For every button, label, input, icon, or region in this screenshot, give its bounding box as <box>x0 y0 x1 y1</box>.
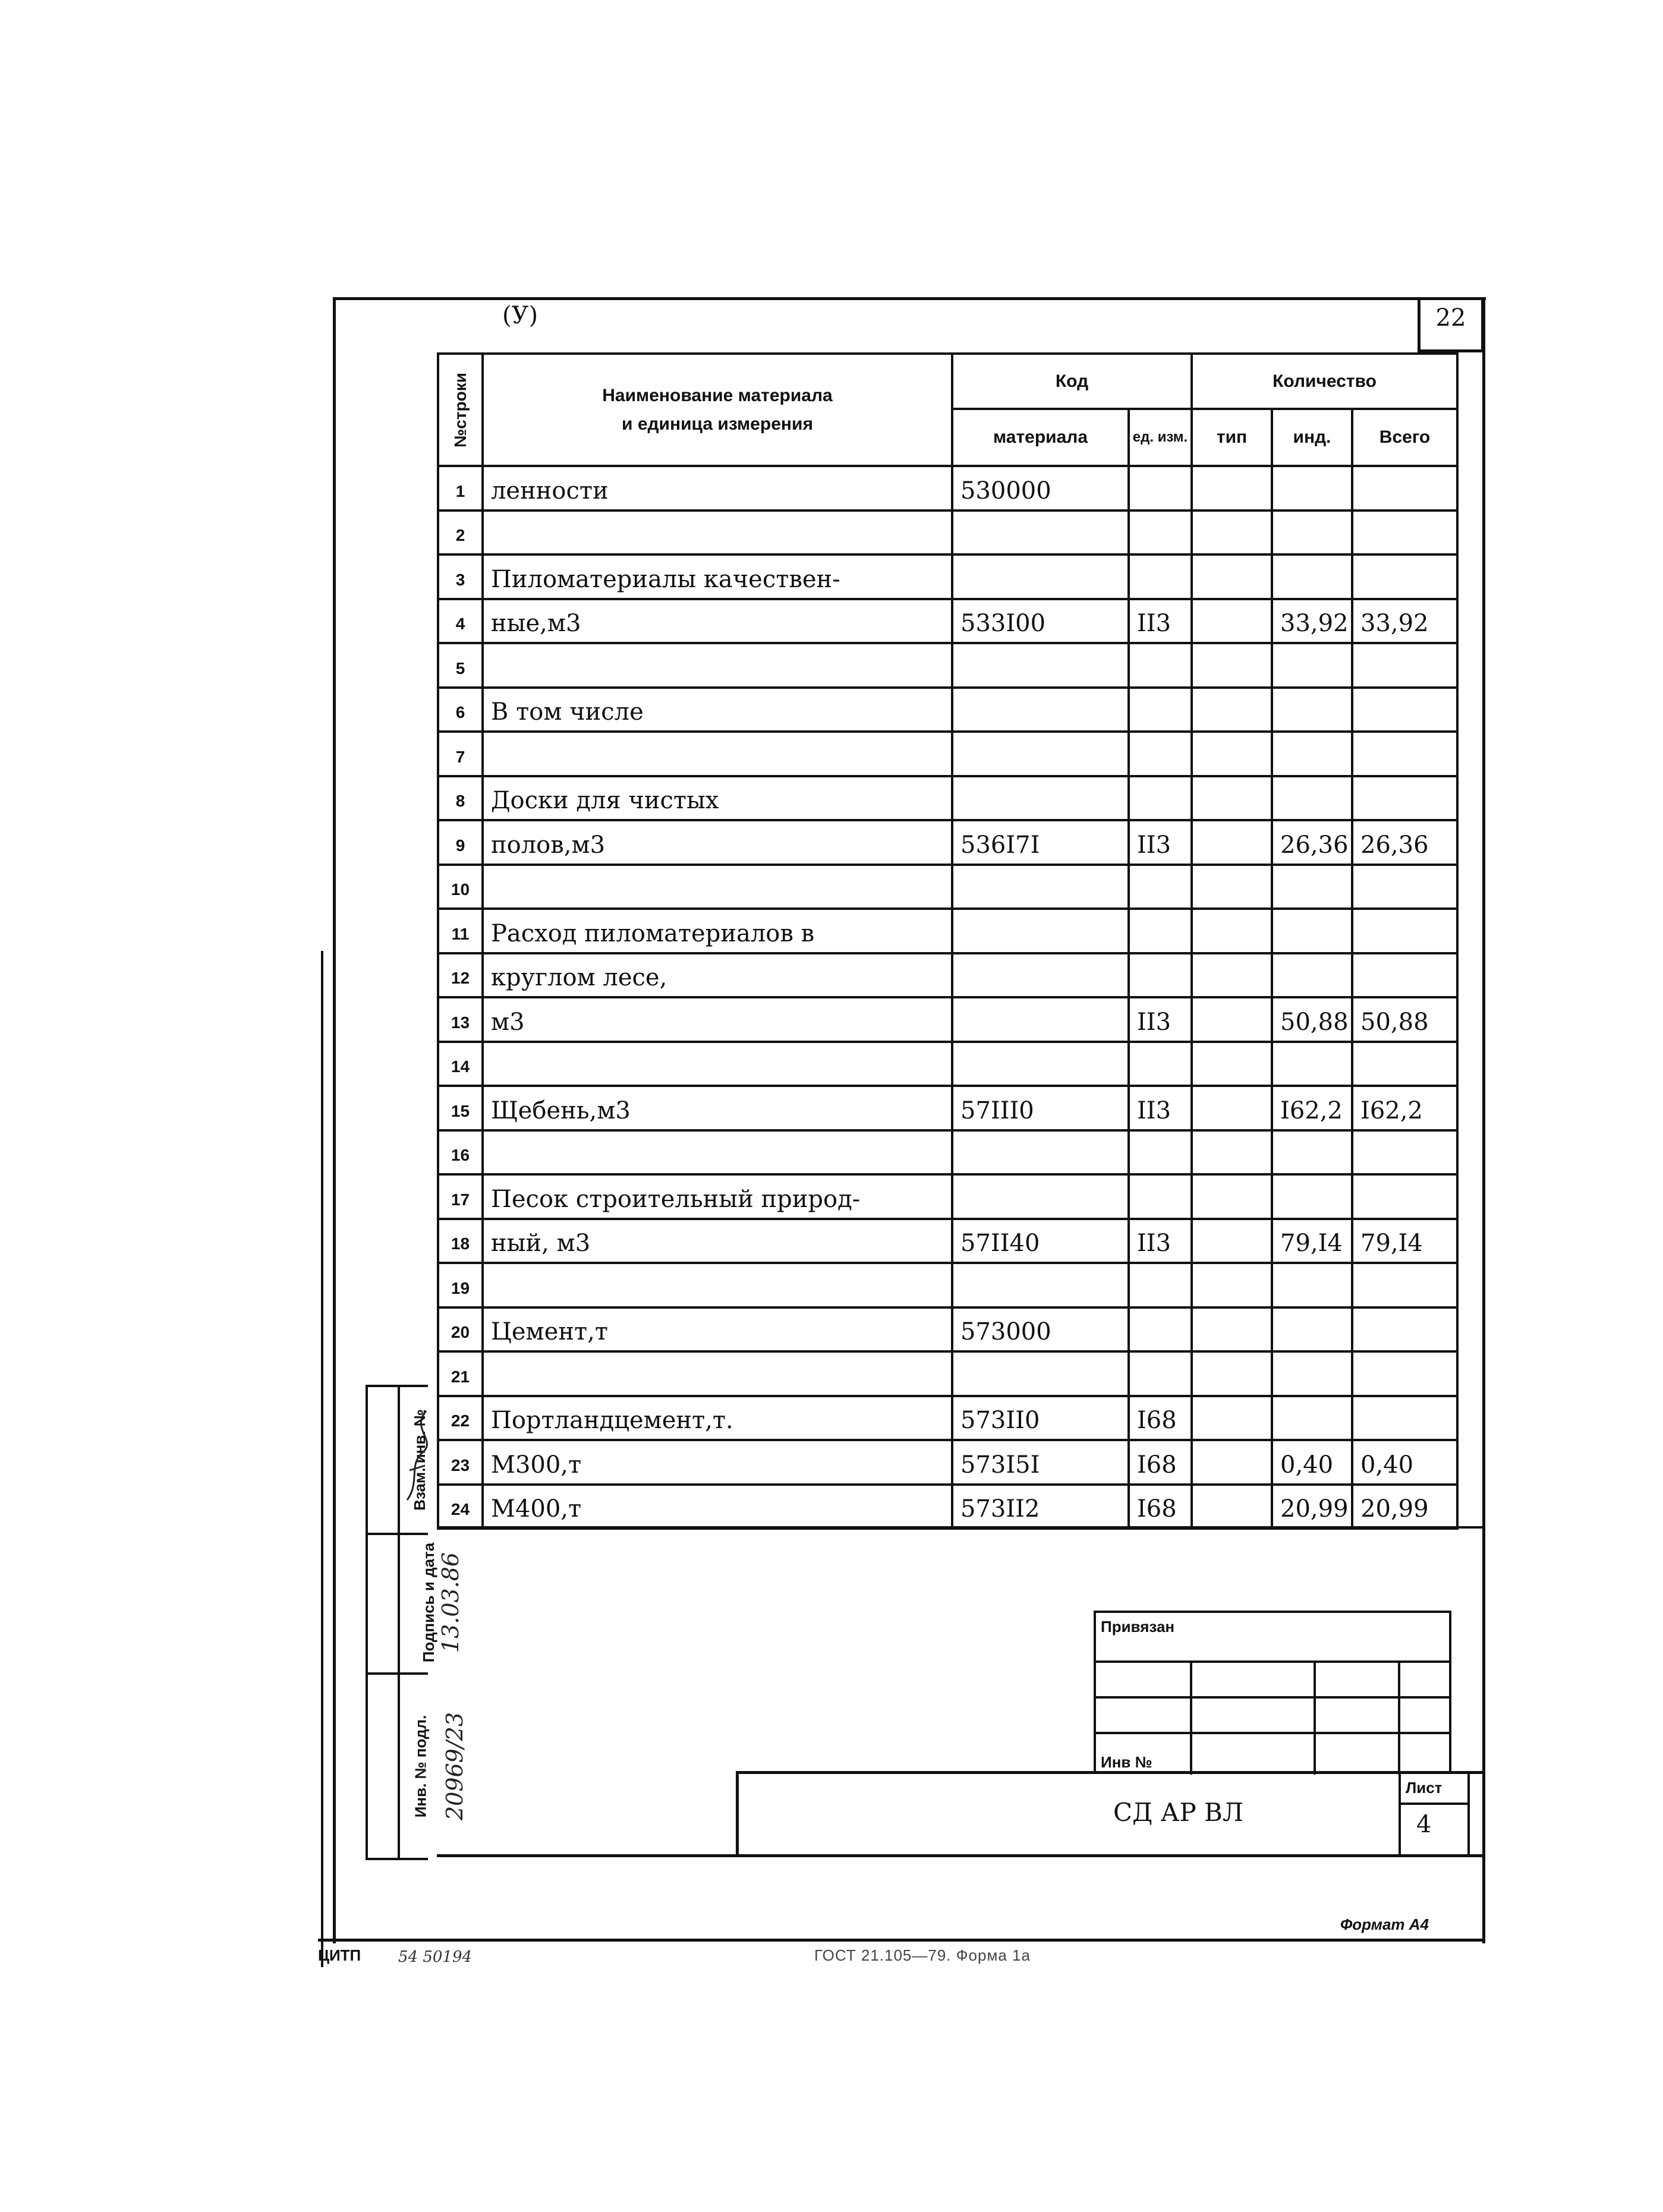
material-name: Портландцемент,т. <box>483 1396 952 1441</box>
qty-ind <box>1272 1263 1352 1307</box>
document-code-label: (У) <box>502 302 538 329</box>
table-row <box>438 1485 1457 1529</box>
table-row <box>438 599 1457 644</box>
frame-binding-border <box>321 951 323 1967</box>
qty-type <box>1192 1396 1272 1441</box>
row-number: 10 <box>438 865 483 909</box>
qty-ind <box>1272 1042 1352 1086</box>
table-row <box>438 1086 1457 1130</box>
qty-total <box>1352 511 1457 555</box>
qty-ind <box>1272 554 1352 599</box>
material-code <box>952 643 1129 688</box>
qty-ind: 20,99 <box>1272 1485 1352 1529</box>
qty-total <box>1352 643 1457 688</box>
material-name <box>483 865 952 909</box>
material-name: ный, м3 <box>483 1219 952 1263</box>
label-sign-date: Подпись и дата <box>420 1542 438 1663</box>
qty-total: 20,99 <box>1352 1485 1457 1529</box>
binding-inv-label: Инв № <box>1101 1753 1152 1771</box>
header-qty-total: Всего <box>1352 409 1457 466</box>
unit-code <box>1129 643 1192 688</box>
material-name <box>483 643 952 688</box>
material-code: 530000 <box>952 466 1129 511</box>
material-name: ные,м3 <box>483 599 952 644</box>
qty-total: 79,I4 <box>1352 1219 1457 1263</box>
table-row <box>438 1219 1457 1263</box>
qty-type <box>1192 511 1272 555</box>
material-name <box>483 1042 952 1086</box>
qty-ind <box>1272 1130 1352 1175</box>
table-row <box>438 1396 1457 1441</box>
qty-ind <box>1272 1396 1352 1441</box>
qty-type <box>1192 1130 1272 1175</box>
qty-ind <box>1272 953 1352 998</box>
qty-type <box>1192 1440 1272 1485</box>
table-row <box>438 776 1457 821</box>
row-number: 18 <box>438 1219 483 1263</box>
frame-top-border <box>336 297 1486 300</box>
table-row <box>438 909 1457 953</box>
material-code <box>952 554 1129 599</box>
frame-left-border <box>333 297 336 1943</box>
unit-code: II3 <box>1129 820 1192 865</box>
table-bottom-border <box>437 1526 1484 1529</box>
qty-total <box>1352 776 1457 821</box>
qty-total: I62,2 <box>1352 1086 1457 1130</box>
table-row <box>438 643 1457 688</box>
unit-code: I68 <box>1129 1485 1192 1529</box>
unit-code <box>1129 1263 1192 1307</box>
header-qty-ind: инд. <box>1272 409 1352 466</box>
material-name: М300,т <box>483 1440 952 1485</box>
label-inv-original: Инв. № подл. <box>411 1715 430 1818</box>
footer-order-number: 54 50194 <box>398 1948 473 1966</box>
frame-bottom-border <box>318 1939 1484 1942</box>
qty-type <box>1192 909 1272 953</box>
qty-total: 50,88 <box>1352 997 1457 1042</box>
unit-code <box>1129 1130 1192 1175</box>
unit-code: I68 <box>1129 1440 1192 1485</box>
sheet-number: 4 <box>1416 1811 1432 1838</box>
unit-code <box>1129 865 1192 909</box>
unit-code <box>1129 1042 1192 1086</box>
material-name: полов,м3 <box>483 820 952 865</box>
qty-ind: 50,88 <box>1272 997 1352 1042</box>
material-name: м3 <box>483 997 952 1042</box>
footer-standard: ГОСТ 21.105—79. Форма 1а <box>814 1946 1031 1964</box>
qty-ind <box>1272 1174 1352 1219</box>
qty-type <box>1192 1307 1272 1352</box>
header-code-unit: ед. изм. <box>1129 409 1192 466</box>
header-code-material: материала <box>952 409 1129 466</box>
qty-type <box>1192 953 1272 998</box>
header-quantity-group: Количество <box>1192 354 1457 409</box>
material-name <box>483 1130 952 1175</box>
qty-total: 26,36 <box>1352 820 1457 865</box>
unit-code <box>1129 732 1192 776</box>
qty-total <box>1352 732 1457 776</box>
qty-type <box>1192 820 1272 865</box>
qty-type <box>1192 599 1272 644</box>
unit-code <box>1129 688 1192 732</box>
unit-code <box>1129 554 1192 599</box>
unit-code <box>1129 1351 1192 1396</box>
unit-code <box>1129 776 1192 821</box>
qty-type <box>1192 1086 1272 1130</box>
table-row <box>438 865 1457 909</box>
table-row <box>438 1130 1457 1175</box>
row-number: 17 <box>438 1174 483 1219</box>
qty-type <box>1192 997 1272 1042</box>
table-row <box>438 1440 1457 1485</box>
qty-type <box>1192 776 1272 821</box>
qty-type <box>1192 865 1272 909</box>
unit-code <box>1129 1174 1192 1219</box>
label-replace-inv: Взам. инв. № <box>410 1409 429 1511</box>
frame-right-border <box>1482 297 1485 1943</box>
qty-total <box>1352 1174 1457 1219</box>
qty-ind <box>1272 909 1352 953</box>
row-number: 3 <box>438 554 483 599</box>
material-name: М400,т <box>483 1485 952 1529</box>
qty-total: 33,92 <box>1352 599 1457 644</box>
material-code: 573I5I <box>952 1440 1129 1485</box>
unit-code <box>1129 909 1192 953</box>
material-code <box>952 953 1129 998</box>
material-name <box>483 1351 952 1396</box>
row-number: 7 <box>438 732 483 776</box>
material-code <box>952 732 1129 776</box>
row-number: 20 <box>438 1307 483 1352</box>
material-code <box>952 776 1129 821</box>
qty-total: 0,40 <box>1352 1440 1457 1485</box>
row-number: 4 <box>438 599 483 644</box>
unit-code: I68 <box>1129 1396 1192 1441</box>
qty-ind <box>1272 732 1352 776</box>
document-code: СД АР ВЛ <box>1113 1798 1243 1827</box>
qty-type <box>1192 1263 1272 1307</box>
material-code: 57III0 <box>952 1086 1129 1130</box>
material-code <box>952 997 1129 1042</box>
unit-code <box>1129 1307 1192 1352</box>
qty-type <box>1192 643 1272 688</box>
qty-type <box>1192 466 1272 511</box>
material-name <box>483 732 952 776</box>
qty-total <box>1352 1042 1457 1086</box>
header-material-name: Наименование материала и единица измерения <box>483 354 952 466</box>
row-number: 14 <box>438 1042 483 1086</box>
sheet-corner-box <box>1418 297 1484 352</box>
table-row <box>438 1307 1457 1352</box>
qty-type <box>1192 1174 1272 1219</box>
qty-total <box>1352 865 1457 909</box>
sheet-box <box>1399 1774 1470 1857</box>
material-name: ленности <box>483 466 952 511</box>
row-number: 15 <box>438 1086 483 1130</box>
qty-ind: 26,36 <box>1272 820 1352 865</box>
qty-total <box>1352 688 1457 732</box>
title-block-bottom-border <box>437 1854 1484 1857</box>
table-row <box>438 1042 1457 1086</box>
qty-ind <box>1272 511 1352 555</box>
table-row <box>438 997 1457 1042</box>
row-number: 9 <box>438 820 483 865</box>
qty-ind: 0,40 <box>1272 1440 1352 1485</box>
qty-type <box>1192 1042 1272 1086</box>
unit-code <box>1129 511 1192 555</box>
qty-ind <box>1272 466 1352 511</box>
material-code: 533I00 <box>952 599 1129 644</box>
row-number: 16 <box>438 1130 483 1175</box>
qty-ind: 33,92 <box>1272 599 1352 644</box>
qty-total <box>1352 1263 1457 1307</box>
qty-total <box>1352 554 1457 599</box>
qty-total <box>1352 1396 1457 1441</box>
row-number: 12 <box>438 953 483 998</box>
materials-table-body <box>438 466 1457 1529</box>
table-row <box>438 1174 1457 1219</box>
table-row <box>438 953 1457 998</box>
table-row <box>438 820 1457 865</box>
qty-ind <box>1272 1351 1352 1396</box>
row-number: 13 <box>438 997 483 1042</box>
qty-total <box>1352 1351 1457 1396</box>
table-row <box>438 1351 1457 1396</box>
unit-code: II3 <box>1129 599 1192 644</box>
header-row-number: №строки <box>438 354 483 466</box>
format-label: Формат А4 <box>1340 1915 1429 1933</box>
qty-type <box>1192 554 1272 599</box>
material-code <box>952 1351 1129 1396</box>
table-row <box>438 1263 1457 1307</box>
footer-publisher: ЦИТП <box>318 1946 361 1964</box>
row-number: 19 <box>438 1263 483 1307</box>
material-name: круглом лесе, <box>483 953 952 998</box>
material-code <box>952 688 1129 732</box>
table-row <box>438 688 1457 732</box>
qty-ind <box>1272 865 1352 909</box>
materials-table <box>437 352 1459 1530</box>
material-code: 573II2 <box>952 1485 1129 1529</box>
row-number: 5 <box>438 643 483 688</box>
unit-code: II3 <box>1129 1219 1192 1263</box>
qty-type <box>1192 1351 1272 1396</box>
material-code: 573000 <box>952 1307 1129 1352</box>
material-name: В том числе <box>483 688 952 732</box>
material-name: Доски для чистых <box>483 776 952 821</box>
table-row <box>438 554 1457 599</box>
title-block <box>736 1771 1484 1857</box>
unit-code: II3 <box>1129 997 1192 1042</box>
qty-ind: I62,2 <box>1272 1086 1352 1130</box>
qty-type <box>1192 732 1272 776</box>
table-row <box>438 466 1457 511</box>
material-code: 573II0 <box>952 1396 1129 1441</box>
material-name: Пиломатериалы качествен- <box>483 554 952 599</box>
material-name <box>483 511 952 555</box>
qty-total <box>1352 466 1457 511</box>
material-code: 536I7I <box>952 820 1129 865</box>
row-number: 22 <box>438 1396 483 1441</box>
qty-type <box>1192 1485 1272 1529</box>
qty-type <box>1192 1219 1272 1263</box>
row-number: 8 <box>438 776 483 821</box>
qty-ind <box>1272 1307 1352 1352</box>
table-row <box>438 732 1457 776</box>
material-code <box>952 1174 1129 1219</box>
row-number: 24 <box>438 1485 483 1529</box>
row-number: 23 <box>438 1440 483 1485</box>
material-name: Песок строительный природ- <box>483 1174 952 1219</box>
material-name: Расход пиломатериалов в <box>483 909 952 953</box>
row-number: 6 <box>438 688 483 732</box>
material-code: 57II40 <box>952 1219 1129 1263</box>
qty-total <box>1352 953 1457 998</box>
qty-ind <box>1272 643 1352 688</box>
header-code-group: Код <box>952 354 1192 409</box>
material-name: Цемент,т <box>483 1307 952 1352</box>
qty-total <box>1352 1130 1457 1175</box>
qty-type <box>1192 688 1272 732</box>
material-name: Щебень,м3 <box>483 1086 952 1130</box>
material-name <box>483 1263 952 1307</box>
row-number: 1 <box>438 466 483 511</box>
qty-total <box>1352 909 1457 953</box>
row-number: 21 <box>438 1351 483 1396</box>
material-code <box>952 1130 1129 1175</box>
binding-block <box>1094 1611 1451 1772</box>
material-code <box>952 511 1129 555</box>
row-number: 11 <box>438 909 483 953</box>
sheet-corner-number: 22 <box>1435 304 1466 332</box>
material-code <box>952 1042 1129 1086</box>
handwritten-date: 13.03.86 <box>437 1552 464 1653</box>
sheet-label: Лист <box>1406 1779 1442 1797</box>
unit-code: II3 <box>1129 1086 1192 1130</box>
qty-total <box>1352 1307 1457 1352</box>
binding-label: Привязан <box>1101 1618 1175 1636</box>
material-code <box>952 1263 1129 1307</box>
material-code <box>952 865 1129 909</box>
qty-ind <box>1272 688 1352 732</box>
header-qty-type: тип <box>1192 409 1272 466</box>
handwritten-inv-number: 20969/23 <box>442 1712 468 1821</box>
qty-ind <box>1272 776 1352 821</box>
table-row <box>438 511 1457 555</box>
qty-ind: 79,I4 <box>1272 1219 1352 1263</box>
unit-code <box>1129 466 1192 511</box>
handwritten-signature <box>402 1399 430 1506</box>
unit-code <box>1129 953 1192 998</box>
row-number: 2 <box>438 511 483 555</box>
material-code <box>952 909 1129 953</box>
